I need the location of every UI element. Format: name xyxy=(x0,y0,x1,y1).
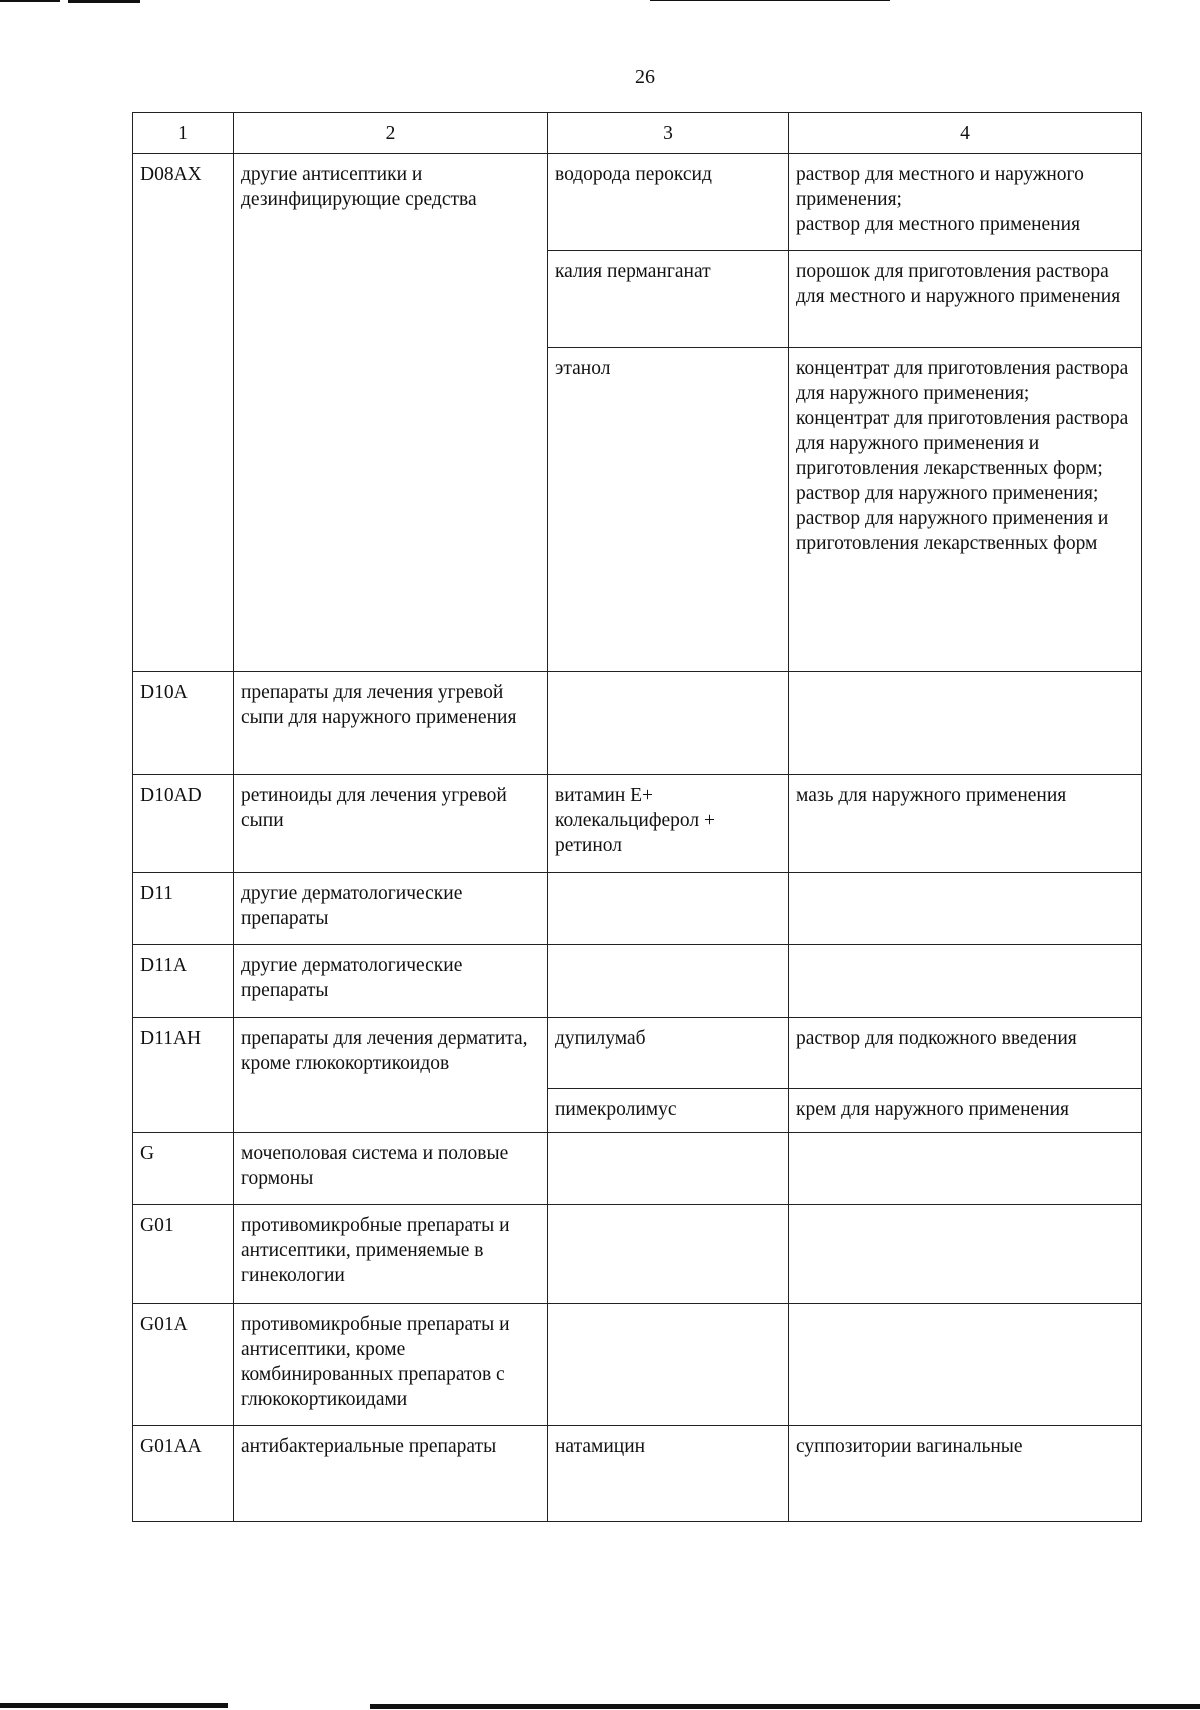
table-row xyxy=(133,672,1142,775)
table-row xyxy=(133,1426,1142,1522)
atc-code: D11 xyxy=(133,873,234,945)
table-row xyxy=(133,945,1142,1018)
drug-name xyxy=(548,873,789,945)
atc-code: G01 xyxy=(133,1205,234,1304)
group-name: препараты для лечения дерматита, кроме глюкокортикоидов xyxy=(234,1018,548,1133)
scan-edge-mark xyxy=(68,0,140,3)
group-name: ретиноиды для лечения угревой сыпи xyxy=(234,775,548,873)
dosage-form: раствор для местного и наружного применения; раствор для местного применения xyxy=(789,154,1142,251)
table-row xyxy=(133,1304,1142,1426)
dosage-form: порошок для приготовления раствора для местного и наружного применения xyxy=(789,251,1142,348)
scan-edge-mark xyxy=(0,1703,228,1708)
dosage-form xyxy=(789,873,1142,945)
atc-code: D08AX xyxy=(133,154,234,672)
atc-code: G01AA xyxy=(133,1426,234,1522)
scan-edge-mark xyxy=(0,0,60,2)
group-name: противомикробные препараты и антисептики, кроме комбинированных препаратов с глюкокортикоидами xyxy=(234,1304,548,1426)
dosage-form: мазь для наружного применения xyxy=(789,775,1142,873)
scan-edge-mark xyxy=(370,1704,1200,1709)
drug-name: дупилумаб xyxy=(548,1018,789,1089)
drug-name xyxy=(548,1205,789,1304)
atc-table xyxy=(132,112,1142,1522)
group-name: другие дерматологические препараты xyxy=(234,945,548,1018)
drug-name xyxy=(548,1304,789,1426)
scan-edge-mark xyxy=(650,0,890,1)
group-name: другие дерматологические препараты xyxy=(234,873,548,945)
drug-name: калия перманганат xyxy=(548,251,789,348)
column-header: 1 xyxy=(133,113,234,154)
table-row xyxy=(133,775,1142,873)
drug-name: натамицин xyxy=(548,1426,789,1522)
dosage-form: концентрат для приготовления раствора для наружного применения; концентрат для приготовления раствора для наружного применения и приготовления лекарственных форм; раствор для наружного применения; раствор для наружного применения и приготовления лекарственных форм xyxy=(789,348,1142,672)
dosage-form: суппозитории вагинальные xyxy=(789,1426,1142,1522)
column-header: 4 xyxy=(789,113,1142,154)
atc-code: D11AH xyxy=(133,1018,234,1133)
group-name: противомикробные препараты и антисептики, применяемые в гинекологии xyxy=(234,1205,548,1304)
table-row xyxy=(133,873,1142,945)
dosage-form xyxy=(789,945,1142,1018)
group-name: препараты для лечения угревой сыпи для наружного применения xyxy=(234,672,548,775)
drug-name: пимекролимус xyxy=(548,1089,789,1133)
dosage-form: крем для наружного применения xyxy=(789,1089,1142,1133)
page-number: 26 xyxy=(635,66,655,88)
drug-name: водорода пероксид xyxy=(548,154,789,251)
drug-name xyxy=(548,1133,789,1205)
atc-code: D11A xyxy=(133,945,234,1018)
atc-code: G01A xyxy=(133,1304,234,1426)
table-row xyxy=(133,154,1142,251)
dosage-form xyxy=(789,1304,1142,1426)
table-row xyxy=(133,1205,1142,1304)
dosage-form xyxy=(789,1205,1142,1304)
group-name: антибактериальные препараты xyxy=(234,1426,548,1522)
group-name: другие антисептики и дезинфицирующие средства xyxy=(234,154,548,672)
table-row xyxy=(133,1018,1142,1089)
group-name: мочеполовая система и половые гормоны xyxy=(234,1133,548,1205)
atc-code: G xyxy=(133,1133,234,1205)
header-row xyxy=(133,113,1142,154)
drug-name: витамин Е+ колекальциферол + ретинол xyxy=(548,775,789,873)
drug-name xyxy=(548,672,789,775)
column-header: 2 xyxy=(234,113,548,154)
dosage-form xyxy=(789,1133,1142,1205)
drug-name: этанол xyxy=(548,348,789,672)
table-row xyxy=(133,1133,1142,1205)
drug-name xyxy=(548,945,789,1018)
atc-code: D10A xyxy=(133,672,234,775)
atc-code: D10AD xyxy=(133,775,234,873)
dosage-form xyxy=(789,672,1142,775)
column-header: 3 xyxy=(548,113,789,154)
dosage-form: раствор для подкожного введения xyxy=(789,1018,1142,1089)
